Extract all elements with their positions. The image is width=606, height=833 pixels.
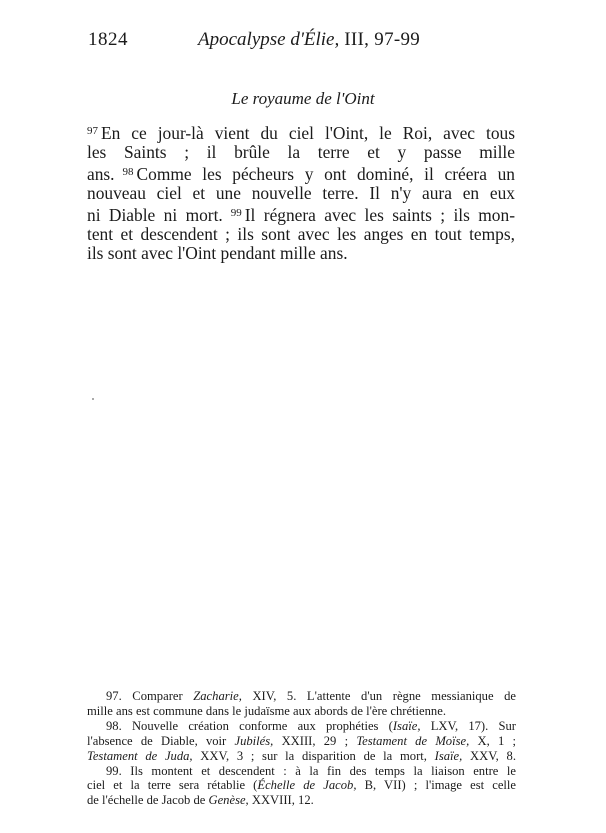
footnote-99 — [87, 763, 516, 809]
section-title-text: Le royaume de l'Oint — [231, 89, 375, 108]
footnote-text: XXIII, 29 ; — [273, 733, 357, 748]
footnote-citation: Isaïe, — [434, 748, 463, 763]
footnote-text: LXV, 17). Sur — [420, 718, 516, 733]
footnote-text: 97. Comparer — [106, 689, 194, 703]
footnote-text: XIV, 5. L'attente d'un règne messianique de — [241, 689, 517, 703]
footnote-98 — [87, 718, 517, 764]
footnote-text: B, VII) ; l'image est celle — [356, 778, 516, 793]
footnote-citation: Jubilés, — [234, 733, 274, 748]
footnote-line — [87, 778, 516, 793]
verse-text: ans. — [87, 163, 115, 184]
verse-number: 99 — [230, 206, 242, 219]
footnote-line — [87, 749, 516, 764]
body-line — [87, 122, 515, 143]
body-line: tent et descendent ; ils sont avec les anges en tout temps, — [87, 224, 515, 245]
body-text — [87, 122, 515, 264]
section-title — [0, 89, 606, 109]
footnote-line — [102, 689, 516, 704]
footnote-line — [102, 719, 516, 734]
footnote-citation: Zacharie, — [193, 689, 242, 703]
footnote-text: de l'échelle de Jacob de — [87, 793, 209, 808]
verse-text: Comme les pécheurs y ont dominé, il créera un — [136, 163, 515, 184]
body-line: nouveau ciel et une nouvelle terre. Il n'y aura en eux — [87, 183, 515, 204]
running-head — [85, 29, 519, 53]
body-line: les Saints ; il brûle la terre et y passe mille — [87, 142, 515, 163]
footnote-97 — [87, 689, 517, 719]
verse-text: ni Diable ni mort. — [87, 204, 223, 225]
verse-number: 98 — [122, 165, 134, 178]
body-line — [87, 204, 515, 225]
footnote-line — [87, 793, 516, 808]
body-line: ils sont avec l'Oint pendant mille ans. — [87, 243, 348, 264]
verse-text: Il régnera avec les saints ; ils mon- — [244, 204, 515, 225]
footnote-citation: Isaïe, — [392, 718, 421, 733]
footnote-text: X, 1 ; — [469, 733, 517, 748]
footnote-citation: Échelle de Jacob, — [257, 778, 357, 793]
page-number: 1824 — [88, 29, 128, 50]
footnote-text: ciel et la terre sera rétablie ( — [87, 778, 258, 793]
footnote-line — [87, 734, 516, 749]
running-title-reference: III, 97-99 — [339, 29, 421, 50]
footnote-text: 98. Nouvelle création conforme aux prophéties ( — [106, 718, 393, 733]
running-title — [198, 29, 420, 51]
body-line — [87, 163, 515, 184]
print-speck — [92, 398, 94, 400]
footnote-citation: Testament de Moïse, — [356, 733, 470, 748]
verse-number: 97 — [87, 125, 98, 137]
footnote-text: XXVIII, 12. — [248, 793, 314, 808]
footnote-text: l'absence de Diable, voir — [87, 733, 235, 748]
verse-text: En ce jour-là vient du ciel l'Oint, le Roi, avec tous — [101, 123, 515, 143]
footnote-citation: Genèse, — [208, 793, 249, 808]
footnote-line: 99. Ils montent et descendent : à la fin des temps la liaison entre le — [106, 763, 516, 778]
footnote-line: mille ans est commune dans le judaïsme aux abords de l'ère chrétienne. — [87, 703, 446, 718]
footnote-citation: Testament de Juda, — [87, 748, 193, 763]
footnote-text: XXV, 8. — [462, 748, 516, 763]
running-title-text: Apocalypse d'Élie, — [198, 29, 340, 50]
footnote-text: XXV, 3 ; sur la disparition de la mort, — [192, 748, 435, 763]
footnotes — [87, 689, 517, 808]
